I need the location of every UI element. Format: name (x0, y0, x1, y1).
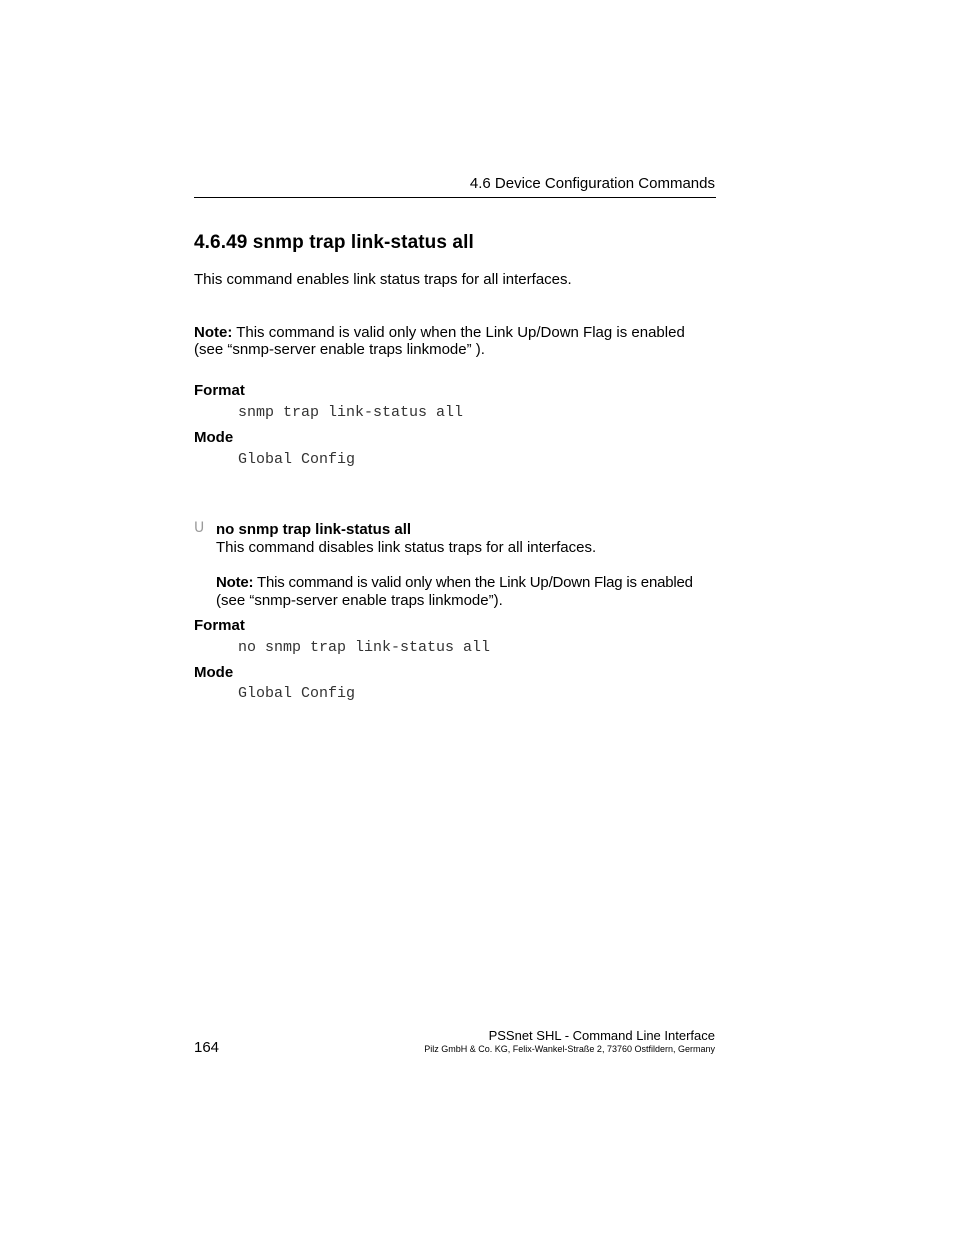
section-description: This command enables link status traps for all interfaces. (194, 271, 572, 288)
no-form-note-text: This command is valid only when the Link Up/Down Flag is enabled (253, 574, 693, 591)
no-form-mode-value: Global Config (238, 685, 356, 702)
note-label: Note: (194, 324, 233, 341)
no-form-description: This command disables link status traps for all interfaces. (216, 539, 597, 556)
footer-address: Pilz GmbH & Co. KG, Felix-Wankel-Straße 2, 73760 Ostfildern, Germany (424, 1044, 715, 1054)
format-label: Format (194, 382, 245, 399)
section-note-line2: (see “snmp-server enable traps linkmode” ). (194, 341, 485, 358)
section-title: 4.6.49 snmp trap link-status all (194, 232, 474, 253)
section-note-line1 (194, 324, 685, 342)
no-form-note-label: Note: (216, 574, 254, 591)
no-form-format-value: no snmp trap link-status all (238, 639, 491, 656)
header-rule (194, 197, 716, 198)
running-header: 4.6 Device Configuration Commands (469, 175, 715, 192)
page-number: 164 (194, 1039, 220, 1056)
format-value: snmp trap link-status all (238, 404, 464, 421)
no-form-note-line2: (see “snmp-server enable traps linkmode”). (216, 592, 503, 609)
no-form-mode-label: Mode (194, 664, 234, 681)
mode-label: Mode (194, 429, 234, 446)
no-form-title: no snmp trap link-status all (216, 521, 412, 538)
mode-value: Global Config (238, 451, 356, 468)
no-form-format-label: Format (194, 617, 245, 634)
no-form-note-line1 (216, 574, 693, 592)
note-text: This command is valid only when the Link Up/Down Flag is enabled (232, 324, 685, 341)
footer-doc-title: PSSnet SHL - Command Line Interface (488, 1028, 715, 1043)
bullet-marker: U (194, 520, 205, 536)
